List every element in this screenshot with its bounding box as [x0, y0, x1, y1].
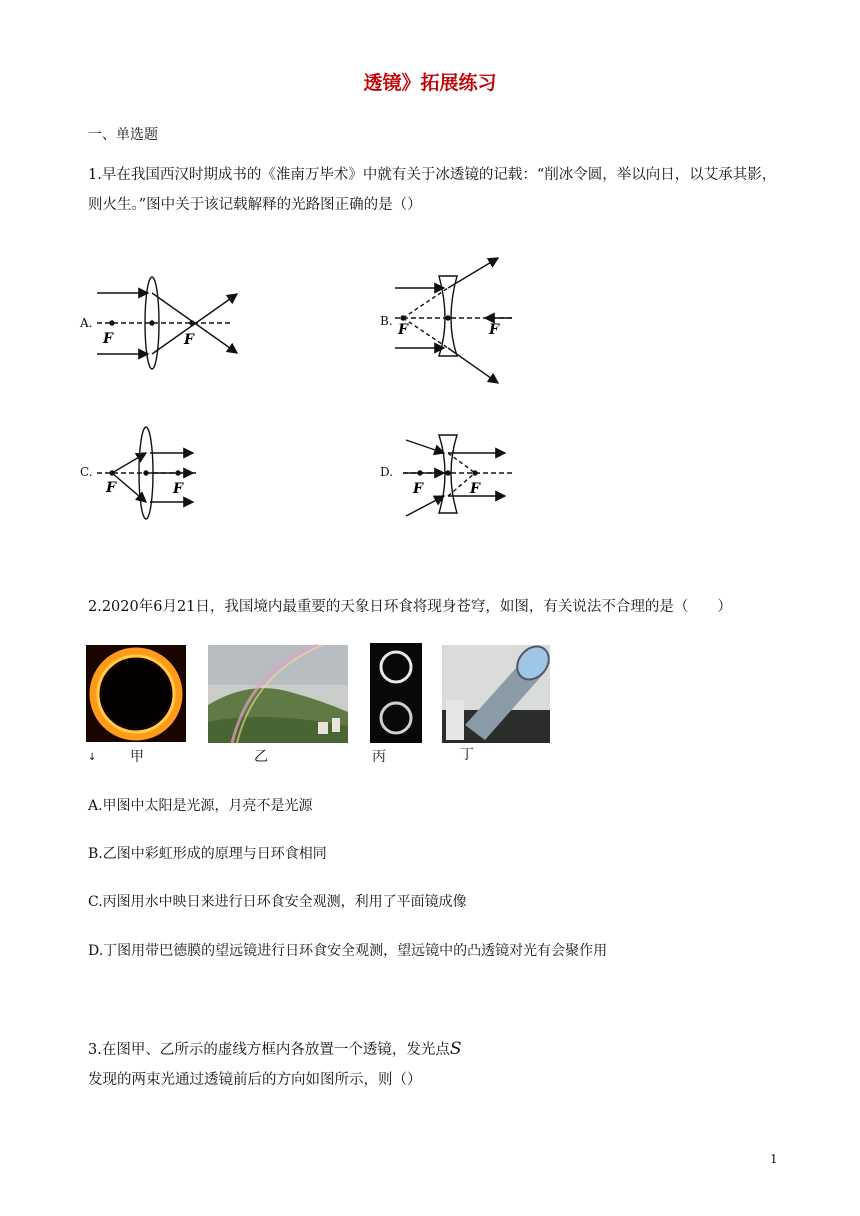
- diagram-c-convex-lens: [97, 427, 196, 519]
- question-3-text-part1: 3.在图甲、乙所示的虚线方框内各放置一个透镜，发光点: [88, 1042, 450, 1058]
- diagram-c-focus-left: F: [106, 480, 116, 496]
- q2-option-d: D.丁图用带巴德膜的望远镜进行日环食安全观测，望远镜中的凸透镜对光有会聚作用: [88, 943, 608, 959]
- q2-option-b: B.乙图中彩虹形成的原理与日环食相同: [88, 846, 327, 862]
- q1-option-a-label: A.: [80, 316, 93, 330]
- diagram-d-focus-left: F: [413, 481, 423, 497]
- q2-option-a: A.甲图中太阳是光源，月亮不是光源: [88, 798, 313, 814]
- question-3-text: [88, 1034, 788, 1095]
- caption-yi: 乙: [254, 749, 268, 765]
- question-3-text-part2: 发现的两束光通过透镜前后的方向如图所示，则（）: [88, 1072, 422, 1088]
- diagram-b-focus-left: F: [398, 322, 408, 338]
- caption-bing: 丙: [372, 749, 386, 765]
- question-2-text: 2.2020年6月21日，我国境内最重要的天象日环食将现身苍穹，如图，有关说法不合理的是（ ）: [88, 599, 732, 615]
- photo-bing-water-reflection: [370, 643, 422, 743]
- diagram-a-focus-right: F: [184, 332, 194, 348]
- light-source-symbol: S: [449, 1039, 462, 1059]
- document-title: 透镜》拓展练习: [363, 72, 497, 94]
- q2-option-c: C.丙图用水中映日来进行日环食安全观测，利用了平面镜成像: [88, 894, 467, 910]
- diagram-d-concave-lens: [403, 435, 512, 516]
- photo-jia-eclipse: [86, 645, 186, 742]
- diagram-b-focus-right: F: [489, 322, 499, 338]
- caption-ding: 丁: [460, 747, 474, 763]
- section-heading: 一、单选题: [88, 127, 158, 143]
- photo-marker: ↓: [88, 752, 97, 763]
- photo-ding-telescope: [442, 640, 555, 743]
- page-number: 1: [770, 1152, 778, 1166]
- question-1-text: 1.早在我国西汉时期成书的《淮南万毕术》中就有关于冰透镜的记载：“削冰令圆，举以向日，以艾承其影，则火生。”图中关于该记载解释的光路图正确的是（）: [88, 167, 777, 213]
- q1-option-c-label: C.: [80, 465, 93, 479]
- q2-photos: [0, 630, 860, 770]
- q1-ray-diagrams: [0, 0, 860, 560]
- diagram-b-concave-lens: [395, 258, 515, 383]
- q1-option-d-label: D.: [380, 465, 394, 479]
- diagram-a-convex-lens: [97, 277, 237, 369]
- diagram-c-focus-right: F: [173, 481, 183, 497]
- diagram-a-focus-left: F: [103, 331, 113, 347]
- diagram-d-focus-right: F: [470, 481, 480, 497]
- caption-jia: 甲: [130, 749, 144, 765]
- q1-option-b-label: B.: [380, 314, 393, 328]
- photo-yi-rainbow: [208, 645, 348, 743]
